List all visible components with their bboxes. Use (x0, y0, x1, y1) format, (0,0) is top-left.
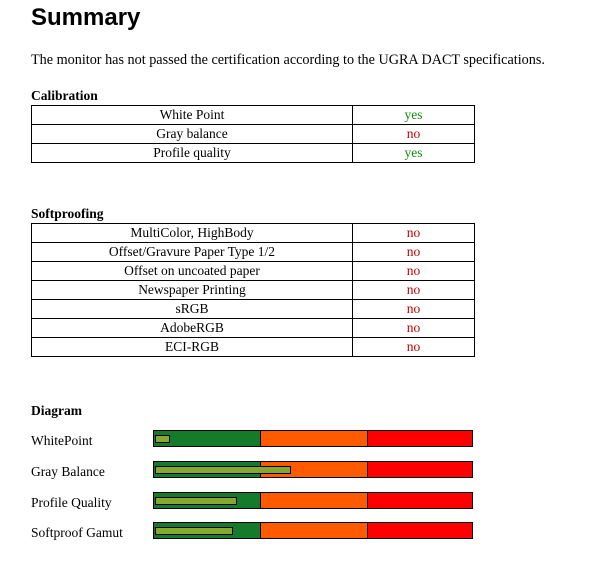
softproofing-result: no (353, 243, 475, 262)
calibration-result: yes (353, 144, 475, 163)
softproofing-label: MultiColor, HighBody (32, 224, 353, 243)
table-row (32, 281, 475, 300)
softproofing-result: no (353, 262, 475, 281)
softproofing-label: AdobeRGB (32, 319, 353, 338)
page-title: Summary (31, 4, 141, 31)
softproofing-result: no (353, 319, 475, 338)
medium-zone (261, 493, 368, 508)
table-row (32, 300, 475, 319)
level-indicator (155, 497, 237, 505)
table-row (32, 125, 475, 144)
table-row (32, 243, 475, 262)
level-indicator (155, 466, 291, 474)
calibration-label: Gray balance (32, 125, 353, 144)
softproofing-heading: Softproofing (31, 206, 104, 221)
diagram-label-softproof-gamut: Softproof Gamut (31, 525, 123, 540)
softproofing-label: Offset/Gravure Paper Type 1/2 (32, 243, 353, 262)
calibration-result: no (353, 125, 475, 144)
diagram-label-whitepoint: WhitePoint (31, 433, 93, 448)
softproofing-result: no (353, 338, 475, 357)
calibration-table (31, 105, 475, 163)
level-indicator (155, 435, 170, 443)
table-row (32, 144, 475, 163)
bad-zone (368, 493, 472, 508)
softproofing-label: ECI-RGB (32, 338, 353, 357)
bad-zone (368, 523, 472, 538)
good-zone (154, 431, 261, 446)
table-row (32, 338, 475, 357)
diagram-label-profile-quality: Profile Quality (31, 495, 112, 510)
softproofing-result: no (353, 224, 475, 243)
table-row (32, 262, 475, 281)
softproofing-label: sRGB (32, 300, 353, 319)
bad-zone (368, 431, 472, 446)
gray-balance-bar (153, 461, 473, 478)
diagram-label-gray-balance: Gray Balance (31, 464, 105, 479)
softproofing-label: Newspaper Printing (32, 281, 353, 300)
summary-text: The monitor has not passed the certification according to the UGRA DACT specifications. (31, 52, 545, 68)
softproofing-result: no (353, 300, 475, 319)
level-indicator (155, 527, 233, 535)
softproofing-result: no (353, 281, 475, 300)
table-row (32, 319, 475, 338)
calibration-label: Profile quality (32, 144, 353, 163)
calibration-label: White Point (32, 106, 353, 125)
medium-zone (261, 431, 368, 446)
table-row (32, 224, 475, 243)
calibration-heading: Calibration (31, 88, 98, 103)
table-row (32, 106, 475, 125)
softproof-gamut-bar (153, 522, 473, 539)
softproofing-table (31, 223, 475, 357)
medium-zone (261, 523, 368, 538)
whitepoint-bar (153, 430, 473, 447)
bad-zone (368, 462, 472, 477)
softproofing-label: Offset on uncoated paper (32, 262, 353, 281)
calibration-result: yes (353, 106, 475, 125)
profile-quality-bar (153, 492, 473, 509)
diagram-heading: Diagram (31, 403, 82, 418)
